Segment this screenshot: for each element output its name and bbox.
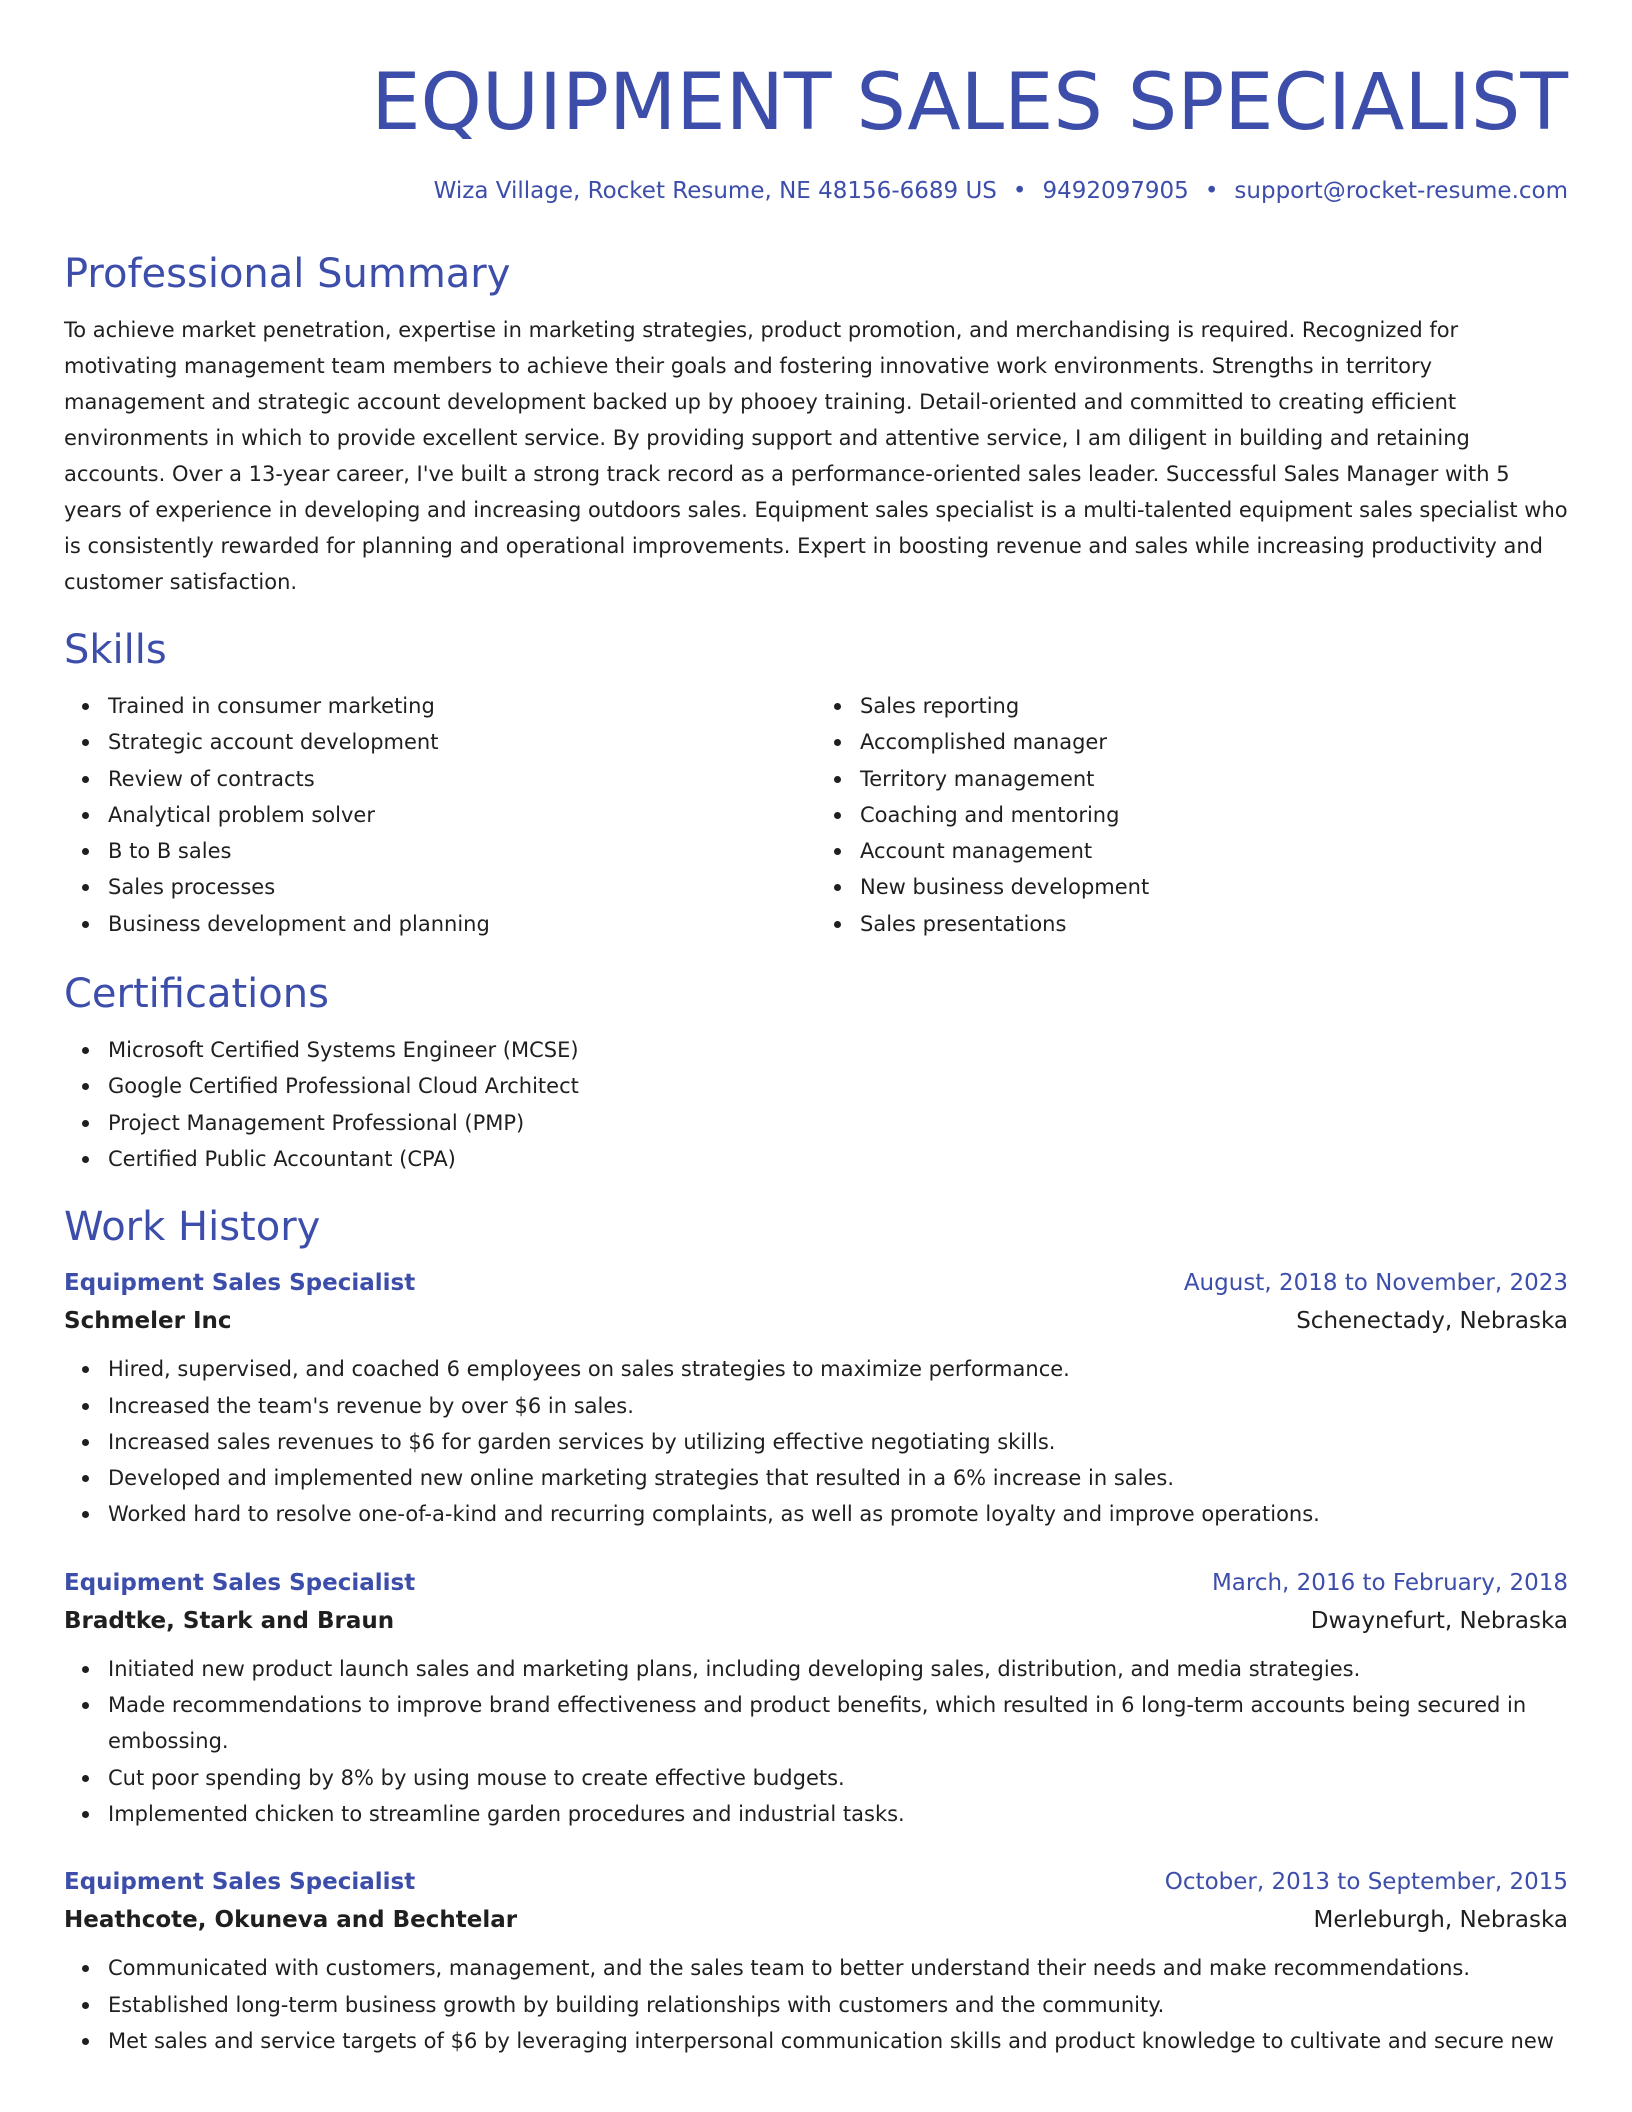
skill-item: Review of contracts	[108, 761, 816, 797]
certification-item: Microsoft Certified Systems Engineer (MCSE)	[108, 1032, 1568, 1068]
contact-line	[64, 176, 1568, 206]
certification-item: Certified Public Accountant (CPA)	[108, 1141, 1568, 1177]
skill-item: Territory management	[860, 761, 1568, 797]
skill-item: Sales reporting	[860, 688, 1568, 724]
work-history-heading: Work History	[64, 1204, 321, 1251]
skill-item: Business development and planning	[108, 906, 816, 942]
certification-item: Google Certified Professional Cloud Architect	[108, 1068, 1568, 1104]
contact-phone: 9492097905	[1042, 178, 1189, 204]
contact-email: support@rocket-resume.com	[1234, 178, 1568, 204]
job-bullet: Met sales and service targets of $6 by leveraging interpersonal communication skills and product knowledge to cultivate and secure new	[108, 2023, 1568, 2059]
skill-item: New business development	[860, 869, 1568, 905]
job-company: Heathcote, Okuneva and Bechtelar	[64, 1907, 518, 1934]
resume-title: EQUIPMENT SALES SPECIALIST	[371, 58, 1568, 148]
job-bullet: Initiated new product launch sales and marketing plans, including developing sales, distribution, and media strategies.	[108, 1651, 1568, 1687]
job-entry	[64, 1565, 1568, 1832]
skill-item: B to B sales	[108, 833, 816, 869]
job-bullet: Increased sales revenues to $6 for garden services by utilizing effective negotiating skills.	[108, 1424, 1568, 1460]
summary-text: To achieve market penetration, expertise in marketing strategies, product promotion, and merchandising is required. Recognized for motivating management team members to achieve their goals and fostering innovative work environments. Strengths in territory management and strategic account development backed up by phooey training. Detail-oriented and committed to creating efficient environments in which to provide excellent service. By providing support and attentive service, I am diligent in building and retaining accounts. Over a 13-year career, I've built a strong track record as a performance-oriented sales leader. Successful Sales Manager with 5 years of experience in developing and increasing outdoors sales. Equipment sales specialist is a multi-talented equipment sales specialist who is consistently rewarded for planning and operational improvements. Expert in boosting revenue and sales while increasing productivity and customer satisfaction.	[64, 318, 1568, 594]
job-title: Equipment Sales Specialist	[64, 1569, 416, 1596]
skills-list-left	[64, 688, 816, 942]
job-bullet: Cut poor spending by 8% by using mouse to create effective budgets.	[108, 1760, 1568, 1796]
job-dates: October, 2013 to September, 2015	[1164, 1869, 1568, 1896]
job-bullet: Established long-term business growth by building relationships with customers and the community.	[108, 1987, 1568, 2023]
job-bullet: Communicated with customers, management, and the sales team to better understand their needs and make recommendations.	[108, 1950, 1568, 1986]
skill-item: Sales processes	[108, 869, 816, 905]
certification-item: Project Management Professional (PMP)	[108, 1105, 1568, 1141]
skill-item: Accomplished manager	[860, 724, 1568, 760]
job-company: Bradtke, Stark and Braun	[64, 1607, 395, 1634]
resume-page	[64, 0, 1568, 2059]
skill-item: Analytical problem solver	[108, 797, 816, 833]
skills-columns	[64, 688, 1568, 942]
summary-heading: Professional Summary	[64, 251, 511, 297]
skills-heading: Skills	[64, 627, 167, 673]
job-company: Schmeler Inc	[64, 1308, 232, 1335]
job-dates: March, 2016 to February, 2018	[1211, 1569, 1568, 1596]
skill-item: Strategic account development	[108, 724, 816, 760]
skill-item: Coaching and mentoring	[860, 797, 1568, 833]
job-bullet: Implemented chicken to streamline garden procedures and industrial tasks.	[108, 1796, 1568, 1832]
job-location: Dwaynefurt, Nebraska	[1310, 1607, 1568, 1634]
certifications-section	[64, 970, 1568, 1177]
job-location: Merleburgh, Nebraska	[1313, 1907, 1568, 1934]
work-history-section	[64, 1203, 1568, 2059]
skills-list-right	[816, 688, 1568, 942]
job-bullet: Hired, supervised, and coached 6 employees on sales strategies to maximize performance.	[108, 1351, 1568, 1387]
job-bullet: Worked hard to resolve one-of-a-kind and recurring complaints, as well as promote loyalty and improve operations.	[108, 1496, 1568, 1532]
skill-item: Account management	[860, 833, 1568, 869]
job-bullets	[64, 1351, 1568, 1532]
certifications-heading: Certifications	[64, 971, 329, 1018]
job-location: Schenectady, Nebraska	[1296, 1308, 1568, 1335]
job-bullets	[64, 1950, 1568, 2059]
skills-section	[64, 626, 1568, 942]
certifications-list	[64, 1032, 1568, 1177]
skill-item: Sales presentations	[860, 906, 1568, 942]
job-entry	[64, 1864, 1568, 2059]
contact-separator: •	[1012, 178, 1027, 204]
skill-item: Trained in consumer marketing	[108, 688, 816, 724]
job-bullets	[64, 1651, 1568, 1832]
job-dates: August, 2018 to November, 2023	[1183, 1270, 1568, 1297]
contact-address: Wiza Village, Rocket Resume, NE 48156-6689 US	[433, 178, 997, 204]
job-bullet: Developed and implemented new online marketing strategies that resulted in a 6% increase in sales.	[108, 1460, 1568, 1496]
contact-separator: •	[1204, 178, 1219, 204]
job-entry	[64, 1265, 1568, 1532]
job-bullet: Made recommendations to improve brand effectiveness and product benefits, which resulted in 6 long-term accounts being secured in embossing.	[108, 1687, 1568, 1760]
job-title: Equipment Sales Specialist	[64, 1270, 416, 1297]
job-bullet: Increased the team's revenue by over $6 in sales.	[108, 1388, 1568, 1424]
job-title: Equipment Sales Specialist	[64, 1869, 416, 1896]
summary-section	[64, 250, 1568, 600]
